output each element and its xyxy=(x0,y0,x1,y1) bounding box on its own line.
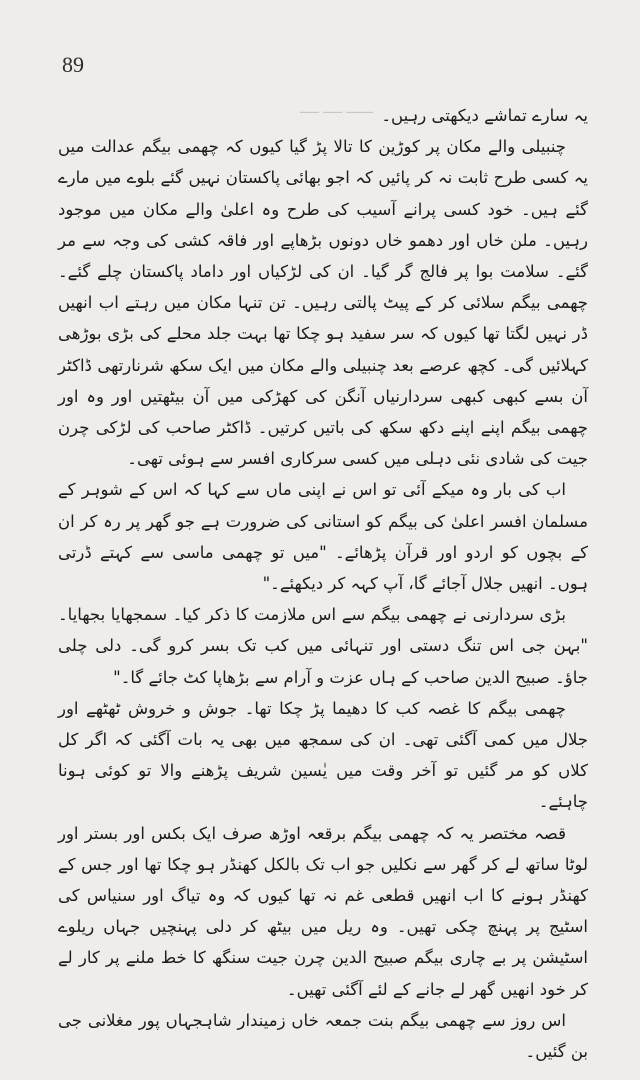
paragraph-2: چنبیلی والے مکان پر کوڑین کا تالا پڑ گیا کیوں کہ چھمی بیگم عدالت میں یہ کسی طرح ثابت نہ کر پائیں کہ اجو بھائی پاکستان نہیں گئے بلوے میں مارے گئے ہیں۔ خود کسی پرانے آسیب کی طرح وہ اعلیٰ والے مکان میں موجود رہیں۔ ملن خاں اور دھمو خاں دونوں بڑھاپے اور فاقہ کشی کی وجہ سے مر گئے۔ سلامت بوا پر فالج گر گیا۔ ان کی لڑکیاں اور داماد پاکستان چلے گئے۔ چھمی بیگم سلائی کر کے پیٹ پالتی رہیں۔ تن تنہا مکان میں رہتے اب انھیں ڈر نہیں لگتا تھا کیوں کہ سر سفید ہو چکا تھا بہت جلد محلے کی بڑی بوڑھی کہلائیں گی۔ کچھ عرصے بعد چنبیلی والے مکان میں ایک سکھ شرنارتھی ڈاکٹر آن بسے کبھی کبھی سردارنیاں آنگن کی کھڑکی میں آن بیٹھتیں اور وہ اور چھمی بیگم اپنے اپنے دکھ سکھ کی باتیں کرتیں۔ ڈاکٹر صاحب کی لڑکی چرن جیت کی شادی نئی دہلی میں کسی سرکاری افسر سے ہوئی تھی۔ xyxy=(58,137,588,469)
paragraph-3: اب کی بار وہ میکے آئی تو اس نے اپنی ماں سے کہا کہ اس کے شوہر کے مسلمان افسر اعلیٰ کی بیگم کو استانی کی ضرورت ہے جو گھر پر رہ کر ان کے بچوں کو اردو اور قرآن پڑھائے۔ "میں تو چھمی ماسی سے کہتے ڈرتی ہوں۔ انھیں جلال آجائے گا، آپ کہہ کر دیکھئے۔" xyxy=(58,480,588,594)
paragraph-5: چھمی بیگم کا غصہ کب کا دھیما پڑ چکا تھا۔ جوش و خروش ٹھٹھے اور جلال میں کمی آگئی تھی۔ ان کی سمجھ میں بھی یہ بات آگئی کہ اگر کل کلاں کو مر گئیں تو آخر وقت میں یٰسین شریف پڑھنے والا تو کوئی ہونا چاہئے۔ xyxy=(58,698,588,812)
page-number: 89 xyxy=(62,52,84,77)
body-text xyxy=(58,100,588,1067)
paragraph-6: قصہ مختصر یہ کہ چھمی بیگم برقعہ اوڑھ صرف ایک بکس اور بستر اور لوٹا ساتھ لے کر گھر سے نکلیں جو اب تک بالکل کھنڈر ہو چکا تھا اور جس کے کھنڈر ہونے کا اب انھیں قطعی غم نہ تھا کیوں کہ وہ تیاگ اور سنیاس کی اسٹیج پر پہنچ چکی تھیں۔ وہ ریل میں بیٹھ کر دلی پہنچیں جہاں ریلوے اسٹیشن پر بے چاری بیگم صبیح الدین چرن جیت سنگھ کا خط ملنے پر کار لے کر خود انھیں گھر لے جانے کے لئے آگئی تھیں۔ xyxy=(58,823,588,999)
paragraph-1: یہ سارے تماشے دیکھتی رہیں۔ xyxy=(381,106,588,125)
paragraph-4: بڑی سردارنی نے چھمی بیگم سے اس ملازمت کا ذکر کیا۔ سمجھایا بجھایا۔ "بہن جی اس تنگ دستی اور تنہائی میں کب تک بسر کرو گی۔ دلی چلی جاؤ۔ صبیح الدین صاحب کے ہاں عزت و آرام سے بڑھاپا کٹ جائے گا۔" xyxy=(58,605,588,687)
bleed-through-text: ـــــــ ـــــ ـــــ xyxy=(300,102,374,117)
paragraph-7: اس روز سے چھمی بیگم بنت جمعہ خاں زمیندار شاہجہاں پور مغلانی جی بن گئیں۔ xyxy=(58,1010,588,1062)
